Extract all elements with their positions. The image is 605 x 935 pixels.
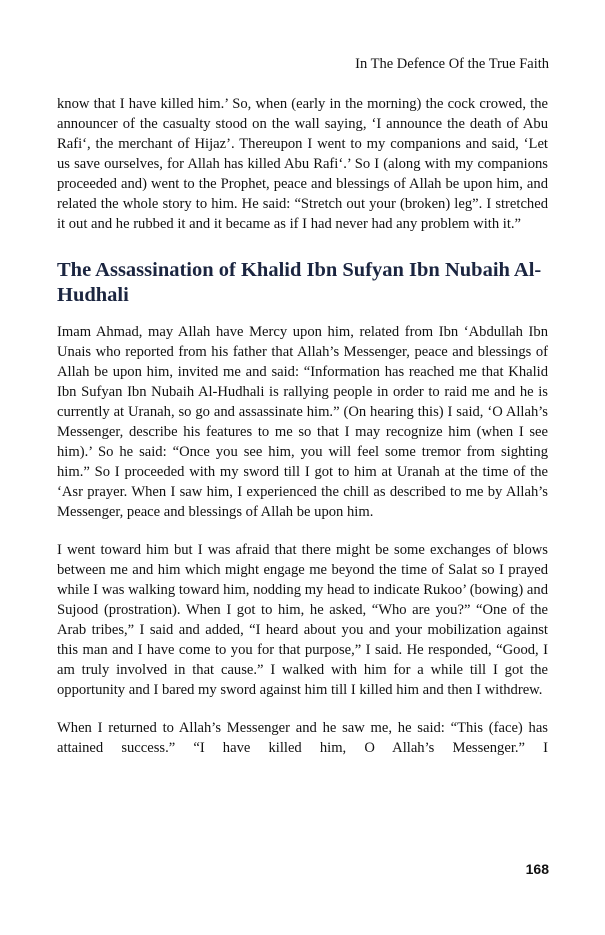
paragraph-continued: know that I have killed him.’ So, when (early in the morning) the cock crowed, the announcer of the casualty stood on the wall saying, ‘I announce the death of Abu Rafi‘, the merchant of Hijaz’. Thereupon I went to my companions and said, ‘Let us save ourselves, for Allah has killed Abu Rafi‘.’ So I (along with my companions proceeded and) went to the Prophet, peace and blessings of Allah be upon him, and related the whole story to him. He said: “Stretch out your (broken) leg”. I stretched it out and he rubbed it and it became as if I had never had any problem with it.” xyxy=(57,96,548,232)
page-number: 168 xyxy=(525,861,549,877)
paragraph: Imam Ahmad, may Allah have Mercy upon him, related from Ibn ‘Abdullah Ibn Unais who reported from his father that Allah’s Messenger, peace and blessings of Allah be upon him, invited me and said: “Information has reached me that Khalid Ibn Sufyan Ibn Nubaih Al-Hudhali is rallying people in order to raid me and he is currently at Uranah, so go and assassinate him.” (On hearing this) I said, ‘O Allah’s Messenger, describe his features to me so that I may recognize him (when I see him).’ So he said: “Once you see him, you will feel some tremor from sighting him.” So I proceeded with my sword till I got to him at Uranah at the time of the ‘Asr prayer. When I saw him, I experienced the chill as described to me by Allah’s Messenger, peace and blessings of Allah be upon him. xyxy=(57,324,548,520)
paragraph: When I returned to Allah’s Messenger and he saw me, he said: “This (face) has attained success.” “I have killed him, O Allah’s Messenger.” I xyxy=(57,720,548,756)
running-header: In The Defence Of the True Faith xyxy=(355,56,549,72)
paragraph: I went toward him but I was afraid that there might be some exchanges of blows between me and him which might engage me beyond the time of Salat so I prayed while I was walking toward him, nodding my head to indicate Rukoo’ (bowing) and Sujood (prostration). When I got to him, he asked, “Who are you?” “One of the Arab tribes,” I said and added, “I heard about you and your mobilization against this man and I have come to you for that purpose,” I said. He responded, “Good, I am truly involved in that cause.” I walked with him for a while till I got the opportunity and I bared my sword against him till I killed him and then I withdrew. xyxy=(57,542,548,698)
page-content xyxy=(57,94,548,776)
section-heading: The Assassination of Khalid Ibn Sufyan Ibn Nubaih Al-Hudhali xyxy=(57,259,542,306)
